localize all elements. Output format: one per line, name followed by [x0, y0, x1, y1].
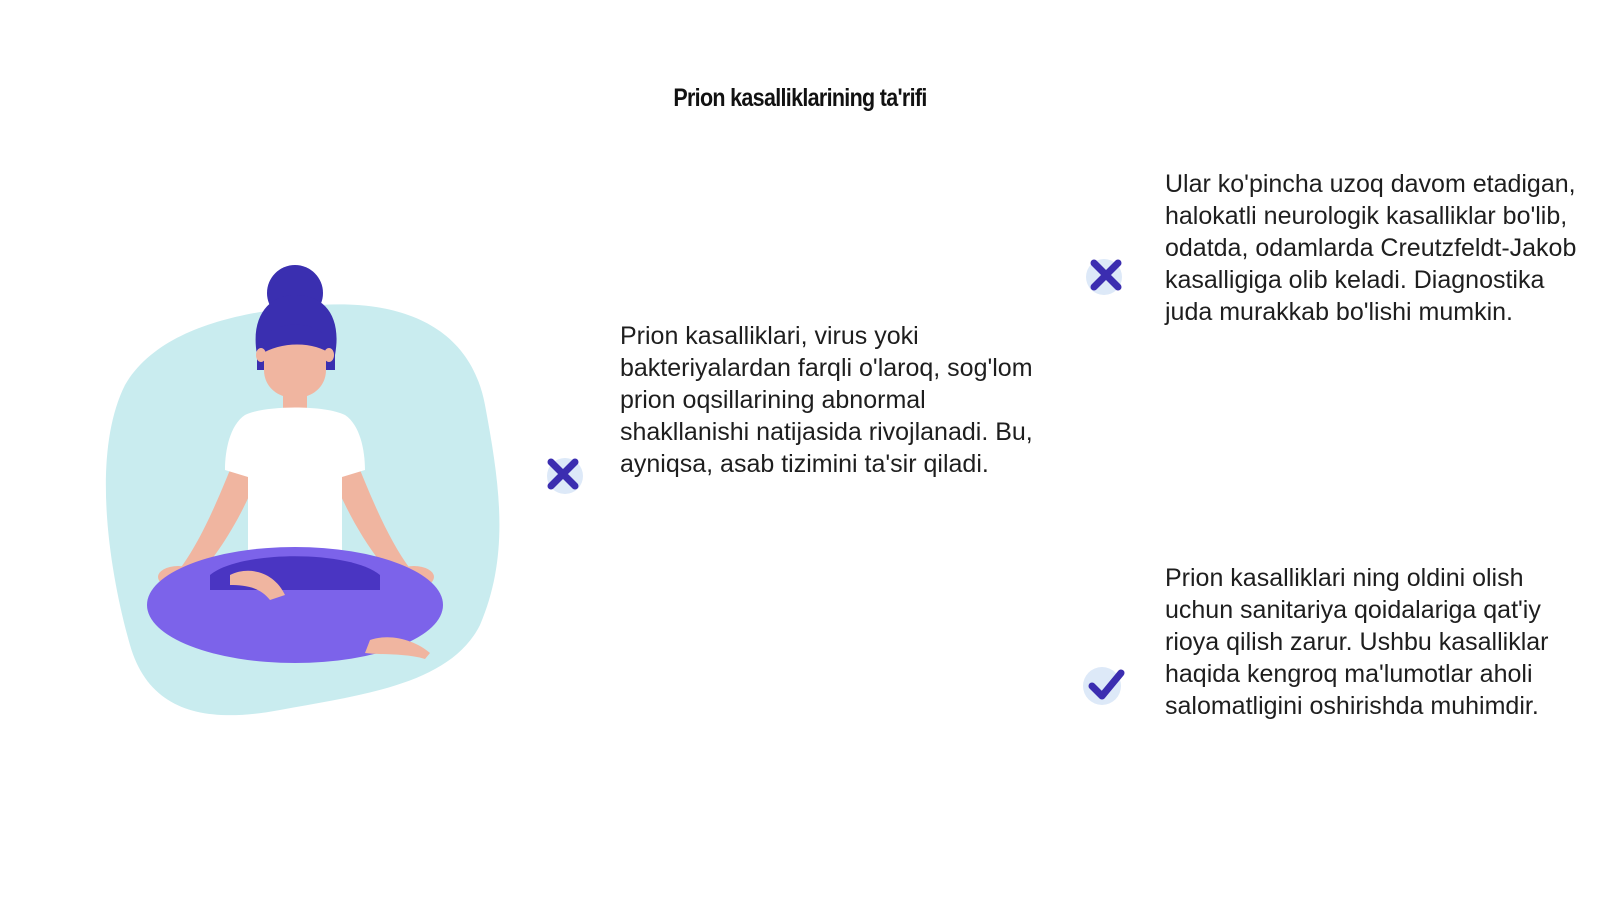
point-text-2: Ular ko'pincha uzoq davom etadigan, halokatli neurologik kasalliklar bo'lib, odatda, odamlarda Creutzfeldt-Jakob kasalligiga olib keladi. Diagnostika juda murakkab bo'lishi mumkin.	[1165, 170, 1577, 326]
point-text-3: Prion kasalliklari ning oldini olish uchun sanitariya qoidalariga qat'iy rioya qilish zarur. Ushbu kasalliklar haqida kengroq ma'lumotlar aholi salomatligini oshirishda muhimdir.	[1165, 564, 1549, 720]
right-ear	[324, 348, 334, 362]
meditation-svg	[80, 255, 520, 735]
meditating-woman-illustration	[80, 255, 520, 735]
check-icon	[1082, 660, 1130, 708]
left-ear	[256, 348, 266, 362]
x-icon	[1082, 251, 1130, 299]
face	[264, 341, 326, 398]
point-text-1: Prion kasalliklari, virus yoki bakteriyalardan farqli o'laroq, sog'lom prion oqsillarining abnormal shakllanishi natijasida rivojlanadi. Bu, ayniqsa, asab tizimini ta'sir qiladi.	[620, 322, 1033, 478]
slide-title: Prion kasalliklarining ta'rifi	[673, 84, 927, 112]
x-icon	[539, 450, 587, 498]
